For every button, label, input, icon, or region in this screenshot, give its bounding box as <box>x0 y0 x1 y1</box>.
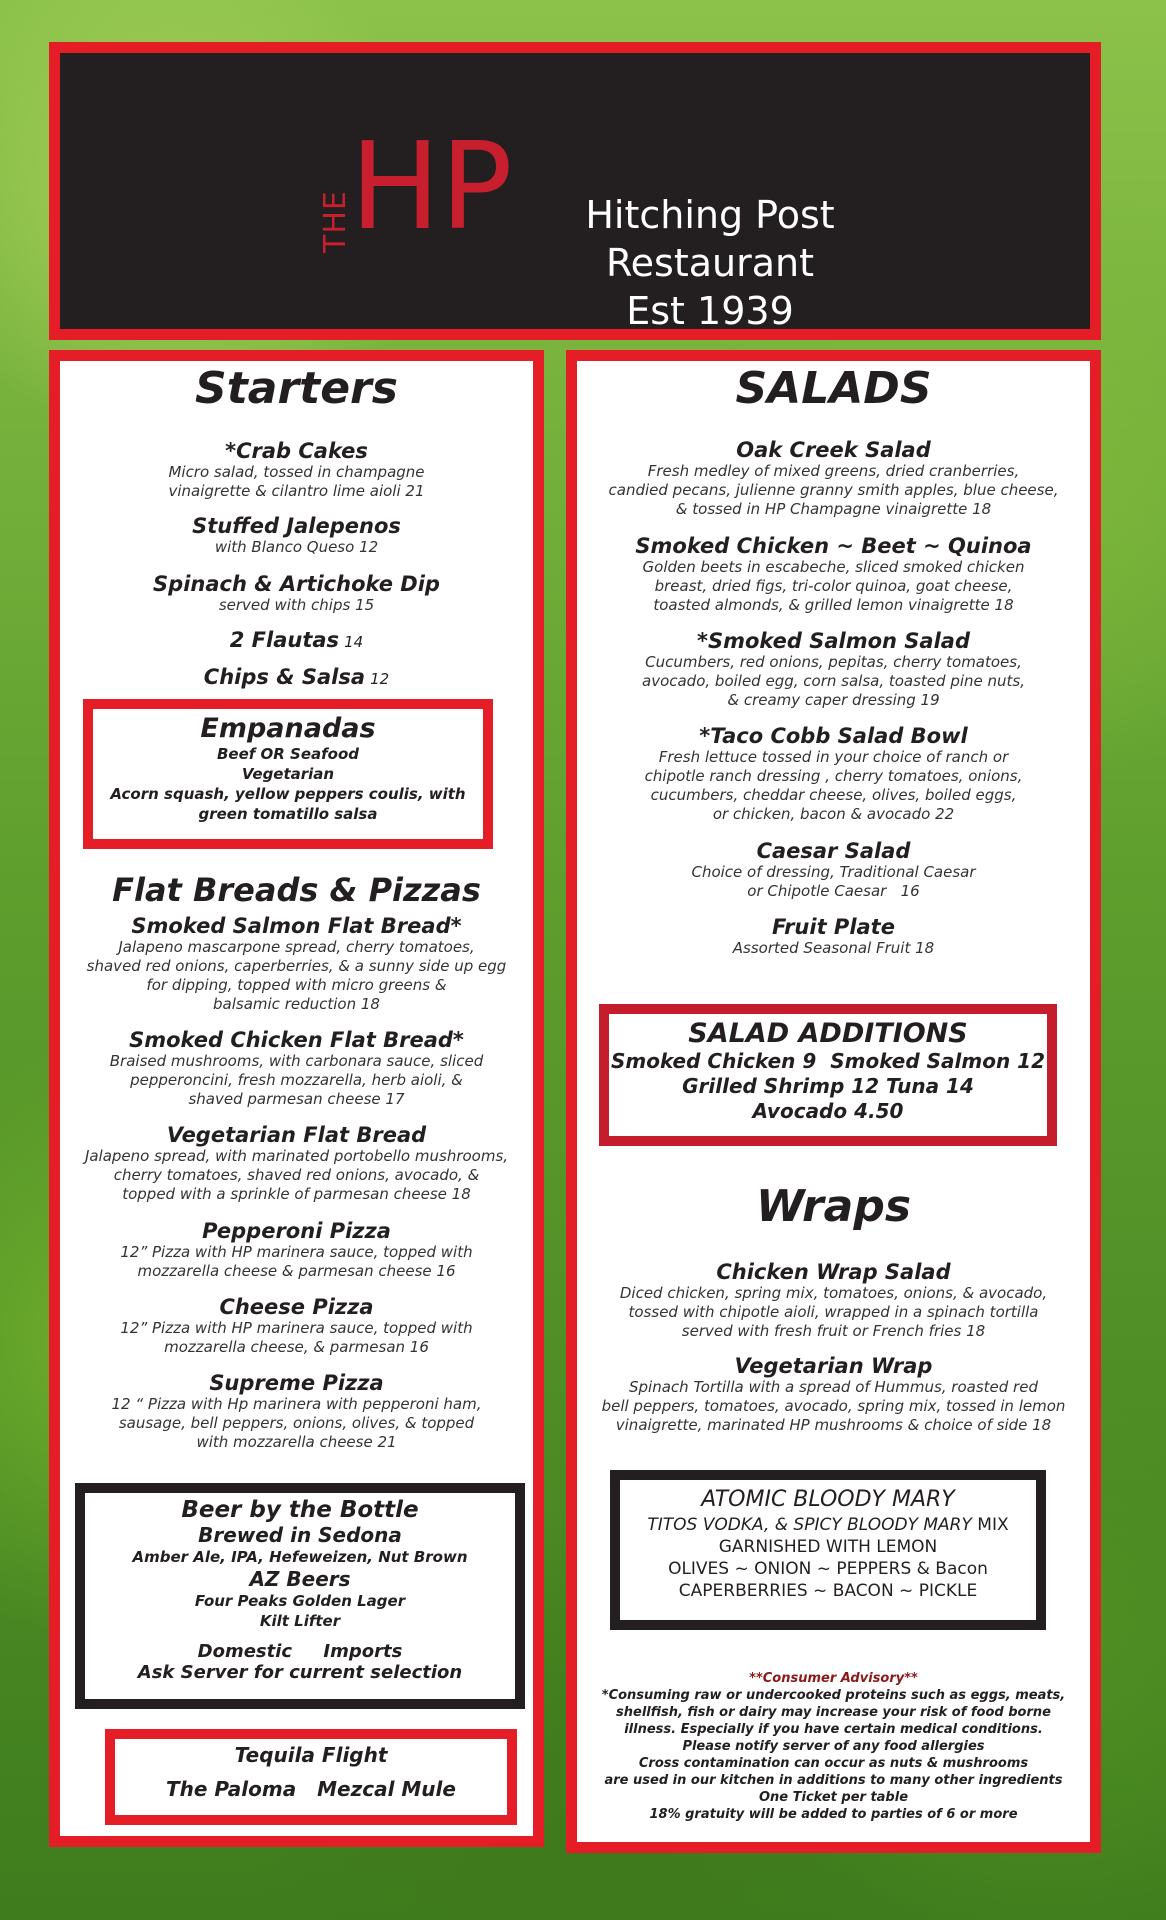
header-banner <box>49 42 1101 340</box>
item-name: Smoked Chicken ~ Beet ~ Quinoa <box>635 534 1032 558</box>
starter-item <box>60 514 533 557</box>
salads-title: SALADS <box>735 363 932 414</box>
item-desc: avocado, boiled egg, corn salsa, toasted pine nuts, <box>642 672 1025 690</box>
logo-the-text: THE <box>318 190 353 253</box>
advisory-line: are used in our kitchen in additions to many other ingredients <box>604 1773 1063 1788</box>
bloody-mary-line: GARNISHED WITH LEMON <box>718 1537 938 1557</box>
additions-line: Grilled Shrimp 12 Tuna 14 <box>682 1074 974 1098</box>
flatbread-item <box>60 914 533 1014</box>
item-desc: Choice of dressing, Traditional Caesar <box>691 863 976 881</box>
item-name: Chips & Salsa <box>203 665 365 689</box>
beer-subtitle: AZ Beers <box>249 1567 351 1591</box>
bloody-mary-box <box>610 1470 1046 1630</box>
advisory-line: 18% gratuity will be added to parties of 6 or more <box>649 1807 1018 1822</box>
item-desc: & tossed in HP Champagne vinaigrette 18 <box>675 500 992 518</box>
logo-hp-text: HP <box>350 118 513 257</box>
empanadas-line: Vegetarian <box>241 765 335 783</box>
advisory-line: Cross contamination can occur as nuts & mushrooms <box>638 1756 1029 1771</box>
item-price: 12 <box>370 670 390 688</box>
restaurant-title <box>550 191 870 335</box>
additions-line: Avocado 4.50 <box>752 1099 904 1123</box>
salad-item <box>577 438 1090 519</box>
bloody-mary-line-part: MIX <box>971 1515 1009 1535</box>
beer-line: Domestic Imports <box>197 1641 403 1662</box>
bloody-mary-line: OLIVES ~ ONION ~ PEPPERS & Bacon <box>668 1559 988 1579</box>
item-desc: with mozzarella cheese 21 <box>196 1433 397 1451</box>
wrap-item <box>577 1354 1090 1435</box>
advisory-line: illness. Especially if you have certain medical conditions. <box>624 1722 1043 1737</box>
item-desc: tossed with chipotle aioli, wrapped in a spinach tortilla <box>628 1303 1039 1321</box>
item-desc: served with fresh fruit or French fries 18 <box>681 1322 986 1340</box>
item-name: Supreme Pizza <box>209 1371 384 1395</box>
item-desc: sausage, bell peppers, onions, olives, & topped <box>118 1414 475 1432</box>
salad-item <box>577 915 1090 958</box>
item-desc: for dipping, topped with micro greens & <box>146 976 447 994</box>
item-desc: Fresh lettuce tossed in your choice of ranch or <box>658 748 1009 766</box>
right-menu-column <box>566 350 1101 1853</box>
item-desc: 12” Pizza with HP marinera sauce, topped with <box>120 1319 473 1337</box>
tequila-box <box>105 1729 517 1825</box>
item-desc: topped with a sprinkle of parmesan cheese 18 <box>122 1185 471 1203</box>
item-name: Oak Creek Salad <box>736 438 931 462</box>
item-name: *Smoked Salmon Salad <box>697 629 970 653</box>
additions-line: Smoked Chicken 9 Smoked Salmon 12 <box>610 1049 1046 1073</box>
item-name: Smoked Salmon Flat Bread* <box>131 914 462 938</box>
bloody-mary-line-part: TITOS VODKA, & SPICY BLOODY MARY <box>647 1515 972 1535</box>
salad-item <box>577 534 1090 615</box>
restaurant-name: Hitching Post Restaurant <box>585 193 835 285</box>
item-desc: vinaigrette, marinated HP mushrooms & choice of side 18 <box>615 1416 1052 1434</box>
starters-title: Starters <box>195 363 398 414</box>
item-name: Cheese Pizza <box>219 1295 374 1319</box>
item-desc: served with chips 15 <box>218 596 375 614</box>
item-name: Smoked Chicken Flat Bread* <box>129 1028 464 1052</box>
tequila-title: Tequila Flight <box>234 1743 388 1767</box>
advisory-title: **Consumer Advisory** <box>749 1671 918 1686</box>
item-name: Vegetarian Wrap <box>734 1354 933 1378</box>
item-desc: 12” Pizza with HP marinera sauce, topped with <box>120 1243 473 1261</box>
salad-item <box>577 724 1090 824</box>
beer-subtitle: Brewed in Sedona <box>198 1523 402 1547</box>
item-desc: or Chipotle Caesar 16 <box>747 882 920 900</box>
item-name: Caesar Salad <box>756 839 911 863</box>
item-desc: mozzarella cheese & parmesan cheese 16 <box>137 1262 456 1280</box>
item-desc: Spinach Tortilla with a spread of Hummus, roasted red <box>629 1378 1038 1396</box>
item-desc: vinaigrette & cilantro lime aioli 21 <box>168 482 425 500</box>
item-desc: 12 “ Pizza with Hp marinera with pepperoni ham, <box>111 1395 482 1413</box>
item-desc: toasted almonds, & grilled lemon vinaigrette 18 <box>653 596 1014 614</box>
item-desc: Fresh medley of mixed greens, dried cranberries, <box>647 462 1020 480</box>
empanadas-title: Empanadas <box>200 713 376 744</box>
empanadas-box <box>83 699 493 849</box>
item-desc: mozzarella cheese, & parmesan 16 <box>164 1338 429 1356</box>
beer-line: Ask Server for current selection <box>137 1662 463 1683</box>
starter-item <box>60 628 533 652</box>
item-name: 2 Flautas <box>229 628 340 652</box>
beer-line: Four Peaks Golden Lager <box>194 1592 406 1610</box>
item-desc: with Blanco Queso 12 <box>214 538 379 556</box>
item-desc: balsamic reduction 18 <box>213 995 380 1013</box>
item-desc: Cucumbers, red onions, pepitas, cherry tomatoes, <box>645 653 1022 671</box>
empanadas-line: Beef OR Seafood <box>216 745 360 763</box>
item-desc: shaved red onions, caperberries, & a sunny side up egg <box>86 957 507 975</box>
salad-additions-box <box>599 1004 1057 1146</box>
wrap-item <box>577 1260 1090 1341</box>
flatbread-item <box>60 1123 533 1204</box>
empanadas-line: Acorn squash, yellow peppers coulis, with <box>110 785 466 803</box>
beer-line: Amber Ale, IPA, Hefeweizen, Nut Brown <box>132 1548 468 1566</box>
item-desc: Braised mushrooms, with carbonara sauce, sliced <box>109 1052 484 1070</box>
item-name: *Crab Cakes <box>225 439 368 463</box>
established-year: Est 1939 <box>626 289 794 333</box>
advisory-line: *Consuming raw or undercooked proteins such as eggs, meats, <box>601 1688 1066 1703</box>
salad-item <box>577 629 1090 710</box>
item-desc: cherry tomatoes, shaved red onions, avocado, & <box>113 1166 480 1184</box>
beer-line: Kilt Lifter <box>259 1612 341 1630</box>
starter-item <box>60 439 533 501</box>
bloody-mary-line <box>620 1514 1036 1536</box>
salad-item <box>577 839 1090 901</box>
item-name: *Taco Cobb Salad Bowl <box>699 724 968 748</box>
item-desc: & creamy caper dressing 19 <box>727 691 940 709</box>
advisory-line: shellfish, fish or dairy may increase your risk of food borne <box>616 1705 1051 1720</box>
consumer-advisory <box>577 1670 1090 1823</box>
additions-title: SALAD ADDITIONS <box>688 1018 968 1049</box>
item-name: Pepperoni Pizza <box>202 1219 391 1243</box>
item-price: 14 <box>344 633 364 651</box>
item-desc: Diced chicken, spring mix, tomatoes, onions, & avocado, <box>619 1284 1048 1302</box>
item-desc: or chicken, bacon & avocado 22 <box>712 805 955 823</box>
item-name: Fruit Plate <box>772 915 895 939</box>
wraps-title: Wraps <box>755 1181 912 1232</box>
tequila-line: The Paloma Mezcal Mule <box>166 1777 456 1801</box>
flatbread-item <box>60 1295 533 1357</box>
item-desc: bell peppers, tomatoes, avocado, spring mix, tossed in lemon <box>601 1397 1066 1415</box>
item-desc: Jalapeno mascarpone spread, cherry tomatoes, <box>118 938 475 956</box>
bloody-mary-title: ATOMIC BLOODY MARY <box>701 1487 955 1512</box>
item-desc: cucumbers, cheddar cheese, olives, boiled eggs, <box>650 786 1017 804</box>
bloody-mary-line: CAPERBERRIES ~ BACON ~ PICKLE <box>678 1581 978 1601</box>
item-desc: Assorted Seasonal Fruit 18 <box>732 939 935 957</box>
beer-box <box>75 1483 525 1709</box>
advisory-line: Please notify server of any food allergies <box>682 1739 985 1754</box>
advisory-line: One Ticket per table <box>758 1790 909 1805</box>
item-name: Spinach & Artichoke Dip <box>153 572 440 596</box>
item-desc: Jalapeno spread, with marinated portobello mushrooms, <box>84 1147 509 1165</box>
starter-item <box>60 572 533 615</box>
item-desc: Micro salad, tossed in champagne <box>168 463 425 481</box>
item-desc: chipotle ranch dressing , cherry tomatoes, onions, <box>644 767 1023 785</box>
item-name: Stuffed Jalepenos <box>192 514 401 538</box>
flatbread-item <box>60 1219 533 1281</box>
flatbread-item <box>60 1028 533 1109</box>
item-desc: breast, dried figs, tri-color quinoa, goat cheese, <box>654 577 1013 595</box>
item-desc: candied pecans, julienne granny smith apples, blue cheese, <box>608 481 1059 499</box>
item-name: Chicken Wrap Salad <box>716 1260 951 1284</box>
item-name: Vegetarian Flat Bread <box>166 1123 427 1147</box>
item-desc: Golden beets in escabeche, sliced smoked chicken <box>642 558 1025 576</box>
item-desc: shaved parmesan cheese 17 <box>188 1090 405 1108</box>
beer-title: Beer by the Bottle <box>181 1497 419 1523</box>
empanadas-line: green tomatillo salsa <box>198 805 378 823</box>
starter-item <box>60 665 533 689</box>
flatbreads-title: Flat Breads & Pizzas <box>112 871 481 909</box>
flatbread-item <box>60 1371 533 1452</box>
left-menu-column <box>49 350 544 1847</box>
item-desc: pepperoncini, fresh mozzarella, herb aioli, & <box>130 1071 463 1089</box>
